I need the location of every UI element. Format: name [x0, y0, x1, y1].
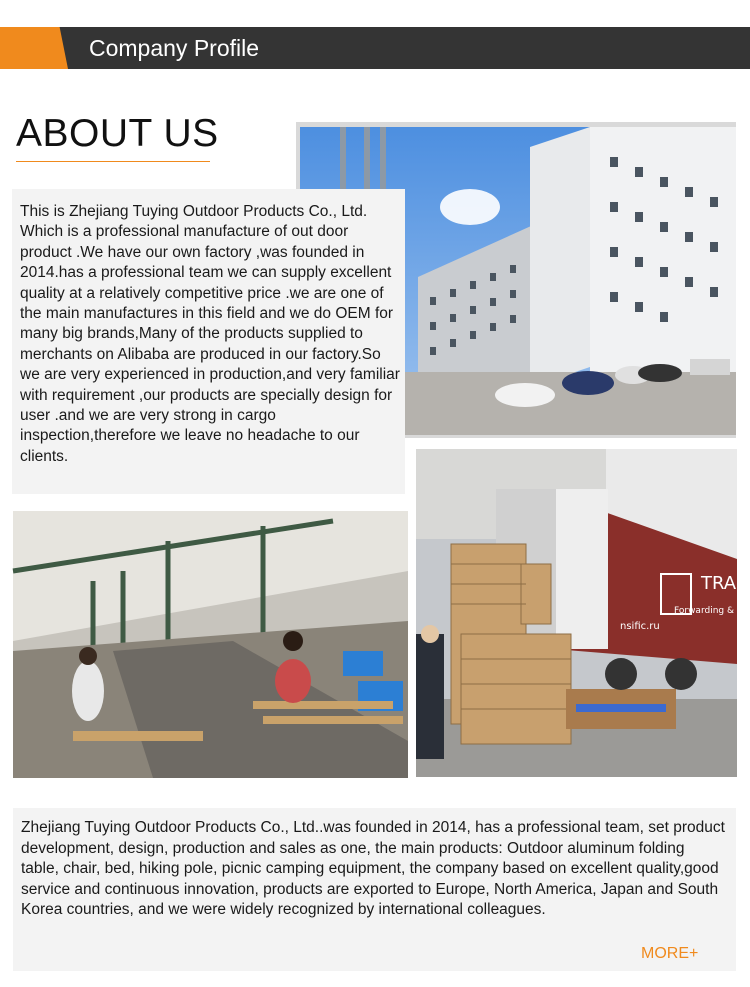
- banner-accent: [0, 27, 54, 69]
- container-brand-text: TRAN: [701, 573, 750, 594]
- workshop-photo: [13, 511, 408, 778]
- heading-underline: [16, 161, 210, 162]
- more-link[interactable]: MORE+: [641, 945, 699, 962]
- container-label-text: nsific.ru: [620, 621, 660, 632]
- container-loading-photo: [416, 449, 750, 777]
- company-profile-panel: [13, 808, 736, 971]
- profile-paragraph: Zhejiang Tuying Outdoor Products Co., Ltd..was founded in 2014, has a professional team, set product development, design, production and sales as one, the main products: Outdoor aluminum folding table, chair, bed, hiking pole, picnic camping equipment, the company based on excellent quality,good service and continuous innovation, products are exported to Europe, North America, Japan and South Korea countries, and we were widely recognized by international colleagues.: [21, 819, 725, 919]
- intro-text-panel: [12, 189, 405, 494]
- container-tagline-text: Forwarding &: [674, 606, 734, 616]
- banner-accent-notch: [54, 27, 68, 69]
- about-heading: ABOUT US: [16, 112, 219, 155]
- section-header-banner: [0, 27, 750, 69]
- section-title: Company Profile: [89, 35, 260, 61]
- intro-paragraph: This is Zhejiang Tuying Outdoor Products Co., Ltd. Which is a professional manufacture of out door product .We have our own factory ,was founded in 2014.has a professional team we can supply excellent quality at a relatively competitive price .we are one of the main manufactures in this field and we do OEM for many big brands,Many of the products supplied to merchants on Alibaba are produced in our factory.So we are very experienced in production,and very familiar with requirement ,our products are specially design for user .and we are very strong in cargo inspection,therefore we leave no headache to our clients.: [20, 203, 400, 465]
